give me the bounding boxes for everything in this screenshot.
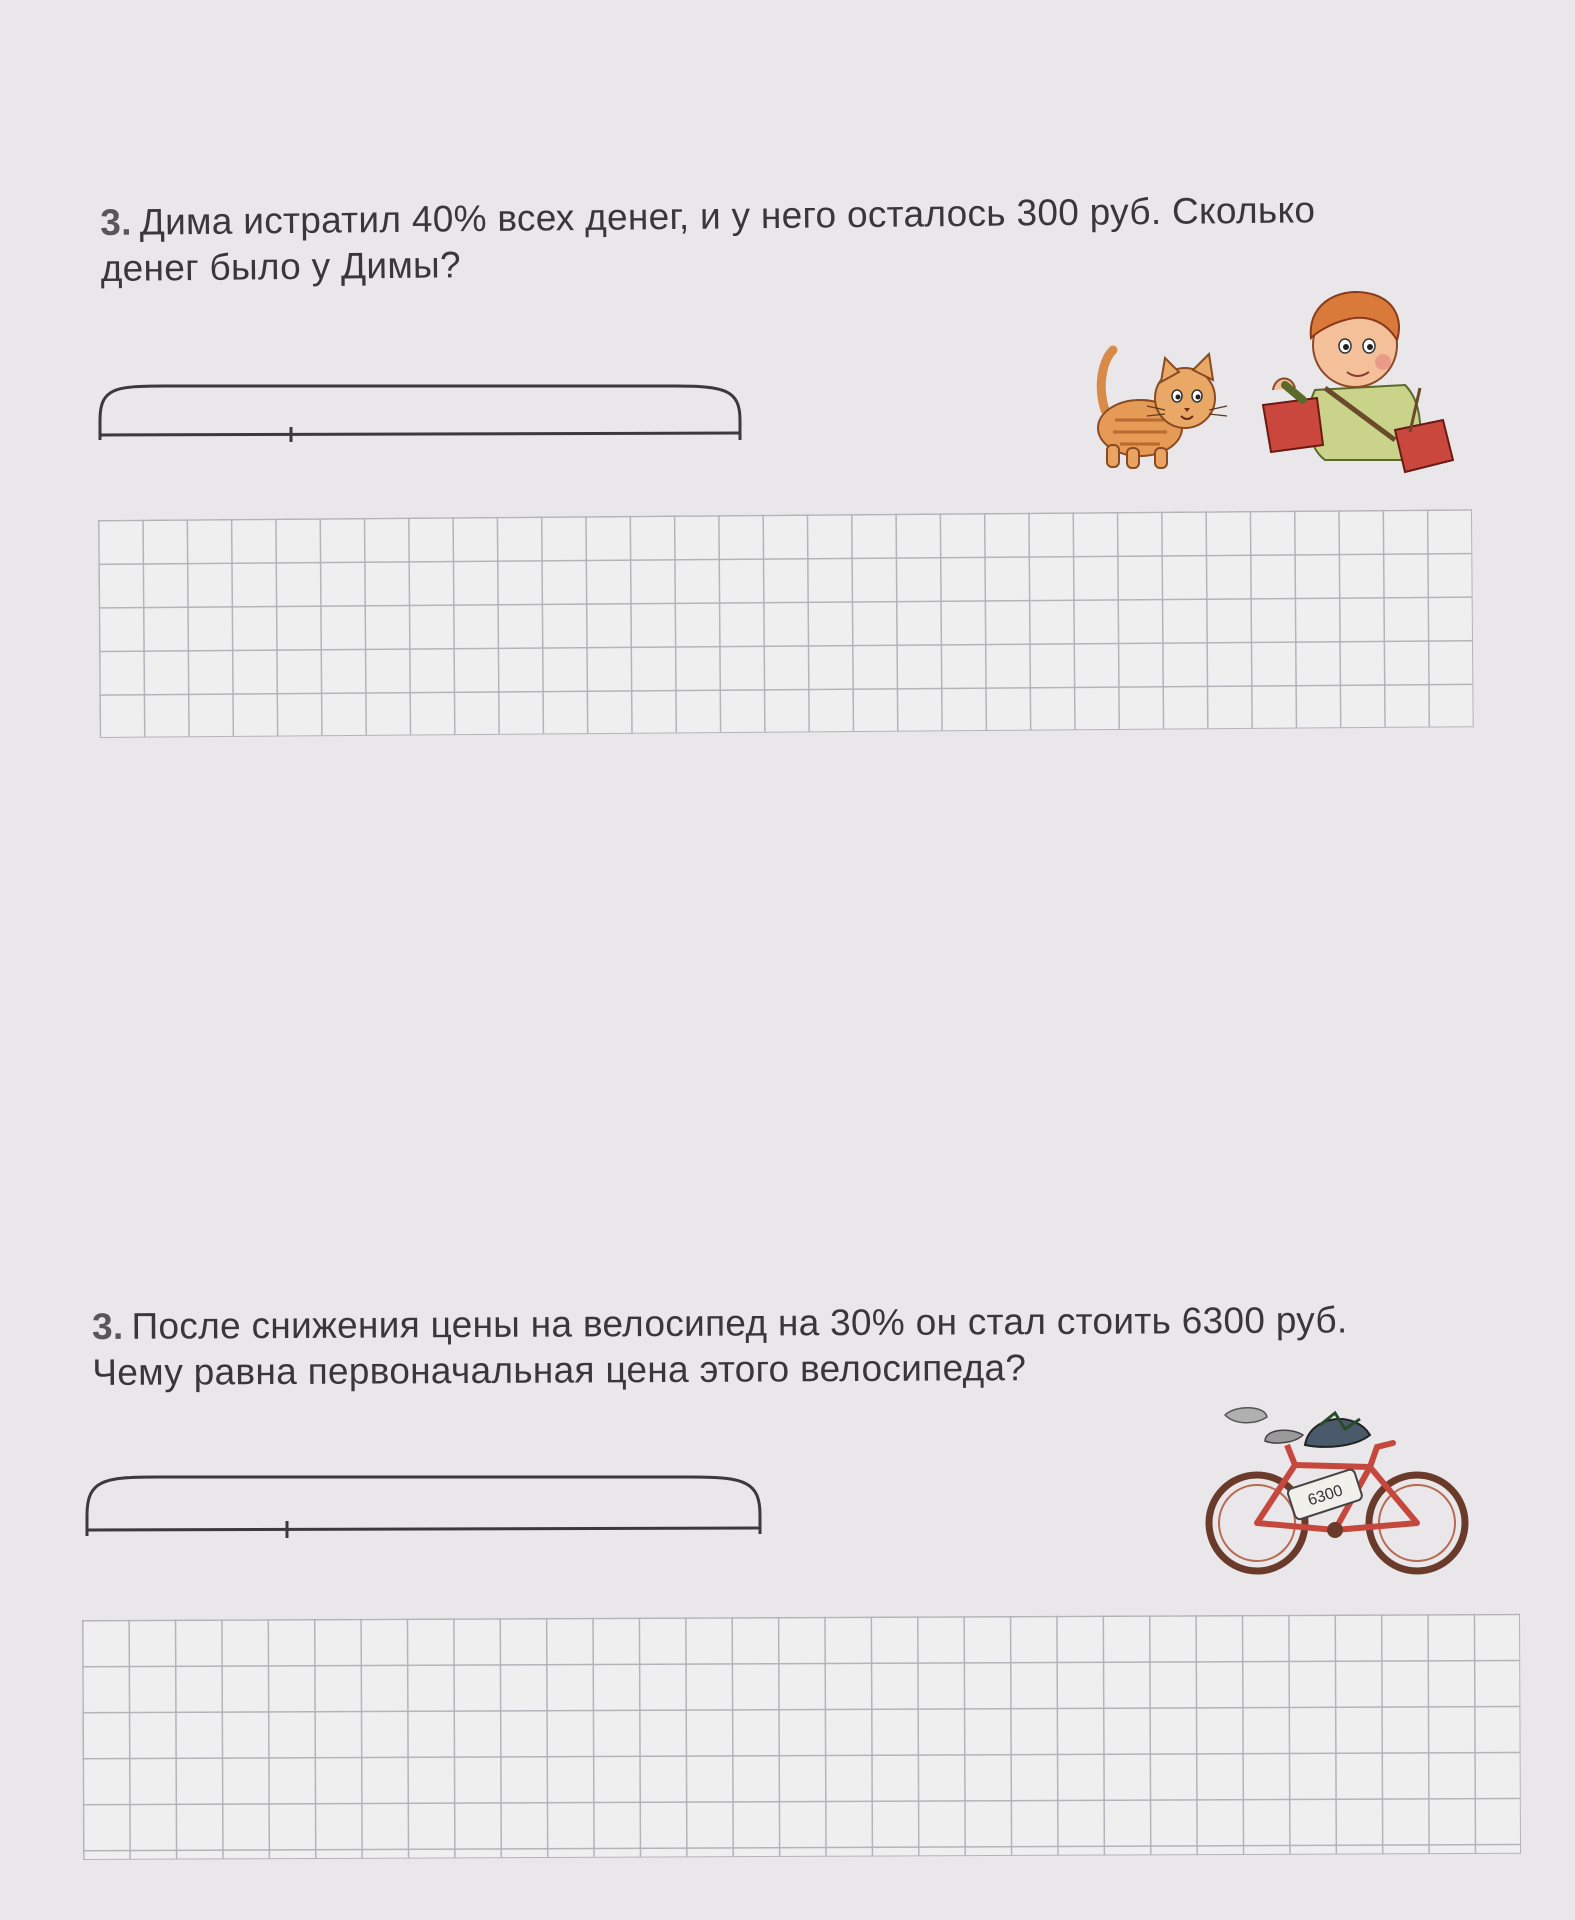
problem-2-line-2: Чему равна первоначальная цена этого велосипеда? <box>92 1347 1027 1393</box>
problem-2-segment-diagram <box>82 1470 772 1545</box>
problem-2-text <box>92 1297 1512 1396</box>
problem-1-text <box>100 186 1461 292</box>
problem-1-line-2: денег было у Димы? <box>100 244 462 289</box>
problem-2-number: 3. <box>92 1305 124 1347</box>
problem-1-segment-diagram <box>95 380 755 450</box>
cat-illustration <box>1085 340 1235 470</box>
boy-illustration <box>1245 280 1465 480</box>
problem-2-line-1: После снижения цены на велосипед на 30% он стал стоить 6300 руб. <box>131 1299 1348 1347</box>
problem-2-answer-grid[interactable] <box>82 1614 1521 1860</box>
problem-1-number: 3. <box>100 201 132 243</box>
bicycle-illustration <box>1195 1405 1485 1580</box>
problem-1-answer-grid[interactable] <box>98 509 1474 738</box>
problem-1-line-1: Дима истратил 40% всех денег, и у него осталось 300 руб. Сколько <box>139 189 1316 243</box>
price-tag-text: 6300 <box>1305 1482 1345 1510</box>
